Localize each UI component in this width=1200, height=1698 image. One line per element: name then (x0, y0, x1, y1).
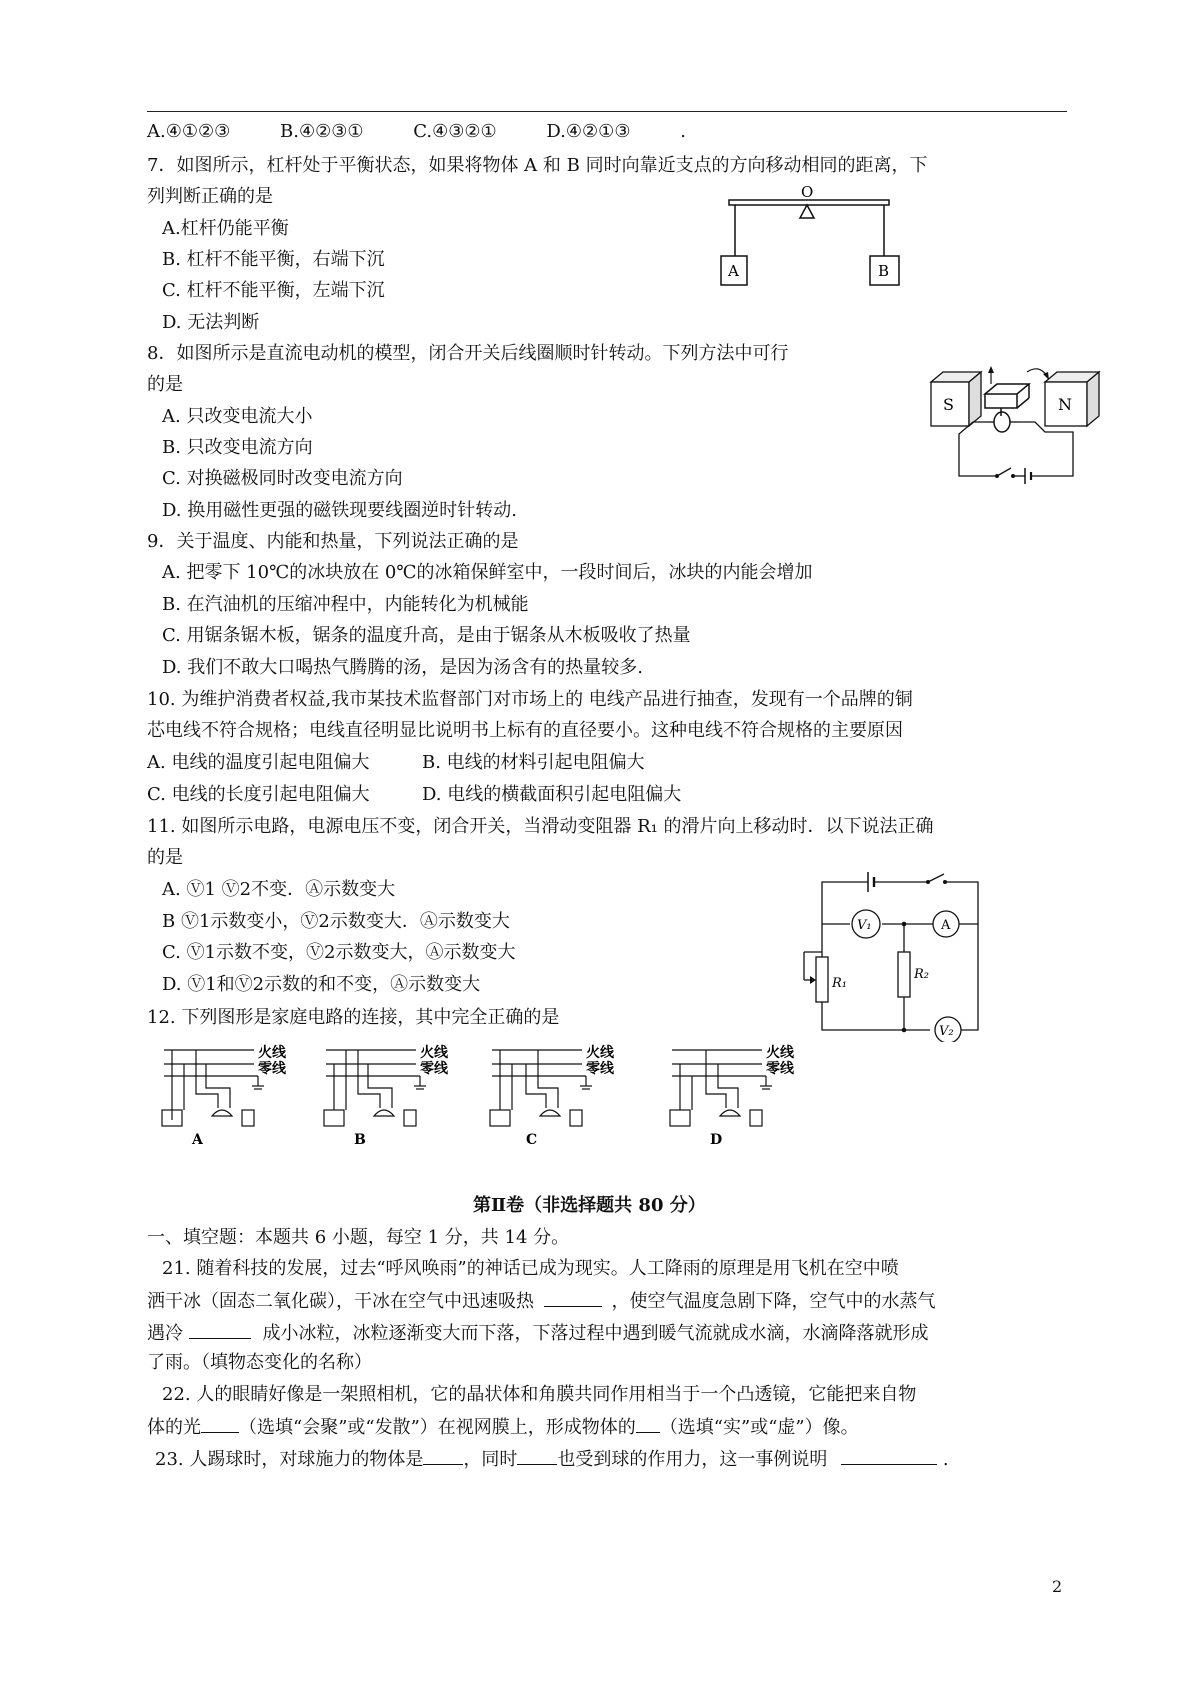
dc-motor-diagram (925, 364, 1107, 484)
ammeter-label: A (941, 918, 951, 933)
diagram-a-neutral-label: 零线 (258, 1061, 286, 1077)
q23-text-b: ，同时 (463, 1449, 518, 1470)
q7-option-d: D. 无法判断 (162, 312, 260, 333)
resistor-r1-label: R₁ (832, 976, 847, 991)
q22-blank-1[interactable] (201, 1414, 239, 1433)
q9-stem: 9．关于温度、内能和热量，下列说法正确的是 (147, 531, 519, 552)
q10-option-a: A. 电线的温度引起电阻偏大 (147, 752, 370, 773)
diagram-a-live-label: 火线 (258, 1045, 286, 1061)
household-diagram-d (670, 1044, 795, 1144)
diagram-b-neutral-label: 零线 (420, 1061, 448, 1077)
diagram-d-neutral-label: 零线 (766, 1061, 794, 1077)
q10-stem-line1: 10. 为维护消费者权益,我市某技术监督部门对市场上的 电线产品进行抽查，发现有一个品牌的铜 (147, 689, 913, 710)
diagram-b-letter: B (354, 1132, 366, 1144)
q6-option-d: D.④②①③ (546, 121, 631, 142)
q23-text-d: . (942, 1449, 949, 1470)
q21-line2-text-b: ，使空气温度急剧下降，空气中的水蒸气 (611, 1291, 936, 1312)
header-rule (147, 111, 1067, 112)
lever-label-o: O (801, 184, 814, 201)
circuit-diagram (790, 852, 986, 1042)
fill-in-instructions: 一、填空题：本题共 6 小题，每空 1 分，共 14 分。 (147, 1227, 570, 1248)
q21-line2 (147, 1288, 935, 1314)
q6-option-c: C.④③②① (413, 121, 497, 142)
q11-option-d: D. Ⓥ1和Ⓥ2示数的和不变，Ⓐ示数变大 (162, 974, 481, 995)
q10-option-b: B. 电线的材料引起电阻偏大 (422, 752, 645, 773)
diagram-c-neutral-label: 零线 (586, 1061, 614, 1077)
magnet-s-label: S (943, 395, 954, 414)
q9-option-c: C. 用锯条锯木板，锯条的温度升高，是由于锯条从木板吸收了热量 (162, 625, 691, 646)
lever-label-b: B (878, 262, 890, 280)
q9-option-a: A. 把零下 10℃的冰块放在 0℃的冰箱保鲜室中，一段时间后，冰块的内能会增加 (162, 562, 813, 583)
q9-option-b: B. 在汽油机的压缩冲程中，内能转化为机械能 (162, 594, 529, 615)
q7-stem-line2: 列判断正确的是 (147, 186, 273, 207)
q8-option-b: B. 只改变电流方向 (162, 437, 313, 458)
q22-line2 (147, 1414, 859, 1440)
section-title: 第Ⅱ卷（非选择题共 80 分） (473, 1195, 706, 1216)
q21-line3-text-a: 遇冷 (147, 1323, 183, 1344)
q22-line2-text-a: 体的光 (147, 1417, 201, 1438)
diagram-c-letter: C (526, 1132, 538, 1144)
household-diagram-a (162, 1044, 287, 1144)
q21-line2-text-a: 洒干冰（固态二氧化碳），干冰在空气中迅速吸热 (147, 1291, 534, 1312)
diagram-c-live-label: 火线 (586, 1045, 614, 1061)
q7-option-a: A.杠杆仍能平衡 (162, 218, 289, 239)
q22-line1: 22. 人的眼睛好像是一架照相机，它的晶状体和角膜共同作用相当于一个凸透镜，它能把来自物 (162, 1384, 917, 1405)
q23-blank-3[interactable] (841, 1446, 937, 1465)
q11-option-b: B Ⓥ1示数变小，Ⓥ2示数变大．Ⓐ示数变大 (162, 911, 510, 932)
q8-stem-line1: 8．如图所示是直流电动机的模型，闭合开关后线圈顺时针转动。下列方法中可行 (147, 343, 789, 364)
q23-text-a: 23. 人踢球时，对球施力的物体是 (155, 1449, 424, 1470)
q23-text-c: 也受到球的作用力，这一事例说明 (557, 1449, 828, 1470)
q7-stem-line1: 7．如图所示，杠杆处于平衡状态，如果将物体 A 和 B 同时向靠近支点的方向移动相同的距离，下 (147, 155, 928, 176)
voltmeter-v2-label: V₂ (939, 1024, 954, 1039)
q11-option-a: A. Ⓥ1 Ⓥ2不变．Ⓐ示数变大 (162, 879, 396, 900)
q22-line2-text-c: （选填“实”或“虚”）像。 (659, 1417, 859, 1438)
q6-option-a: A.④①②③ (147, 121, 231, 142)
q21-line4: 了雨。（填物态变化的名称） (147, 1352, 372, 1373)
page-number: 2 (1052, 1577, 1063, 1596)
diagram-a-letter: A (192, 1132, 203, 1144)
q21-line1: 21. 随着科技的发展，过去“呼风唤雨”的神话已成为现实。人工降雨的原理是用飞机在空中喷 (162, 1258, 899, 1279)
q11-option-c: C. Ⓥ1示数不变，Ⓥ2示数变大，Ⓐ示数变大 (162, 942, 516, 963)
q23-blank-1[interactable] (423, 1446, 463, 1465)
q23-blank-2[interactable] (517, 1446, 557, 1465)
household-diagram-c (490, 1044, 615, 1144)
household-circuit-diagrams (158, 1044, 888, 1144)
q11-stem-line2: 的是 (147, 847, 183, 868)
q21-blank-1[interactable] (544, 1288, 602, 1307)
magnet-n-label: N (1058, 395, 1072, 414)
q8-stem-line2: 的是 (147, 374, 183, 395)
q22-blank-2[interactable] (636, 1414, 660, 1433)
q8-option-d: D. 换用磁性更强的磁铁现要线圈逆时针转动. (162, 500, 517, 521)
lever-label-a: A (728, 262, 739, 280)
q10-option-c: C. 电线的长度引起电阻偏大 (147, 784, 370, 805)
q8-option-a: A. 只改变电流大小 (162, 406, 313, 427)
q6-period: . (680, 121, 686, 142)
household-diagram-b (324, 1044, 449, 1144)
diagram-b-live-label: 火线 (420, 1045, 448, 1061)
voltmeter-v1-label: V₁ (857, 918, 872, 933)
q21-line3-text-b: 成小冰粒，冰粒逐渐变大而下落，下落过程中遇到暖气流就成水滴，水滴降落就形成 (262, 1323, 929, 1344)
q12-stem: 12. 下列图形是家庭电路的连接，其中完全正确的是 (147, 1007, 560, 1028)
q21-blank-2[interactable] (189, 1320, 251, 1339)
q10-option-d: D. 电线的横截面积引起电阻偏大 (422, 784, 682, 805)
q6-options (147, 120, 686, 144)
q23-line (155, 1446, 949, 1472)
q8-option-c: C. 对换磁极同时改变电流方向 (162, 468, 403, 489)
q7-option-b: B. 杠杆不能平衡，右端下沉 (162, 249, 385, 270)
q11-stem-line1: 11. 如图所示电路，电源电压不变，闭合开关，当滑动变阻器 R₁ 的滑片向上移动时．以下说法正确 (147, 816, 934, 837)
q7-option-c: C. 杠杆不能平衡，左端下沉 (162, 280, 385, 301)
diagram-d-live-label: 火线 (766, 1045, 794, 1061)
q6-option-b: B.④②③① (280, 121, 364, 142)
q9-option-d: D. 我们不敢大口喝热气腾腾的汤，是因为汤含有的热量较多. (162, 657, 643, 678)
q22-line2-text-b: （选填“会聚”或“发散”）在视网膜上，形成物体的 (239, 1417, 636, 1438)
q10-stem-line2: 芯电线不符合规格；电线直径明显比说明书上标有的直径要小。这种电线不符合规格的主要原因 (147, 720, 903, 741)
q21-line3 (147, 1320, 928, 1346)
resistor-r2-label: R₂ (914, 967, 929, 982)
lever-diagram (716, 184, 910, 294)
diagram-d-letter: D (710, 1132, 723, 1144)
